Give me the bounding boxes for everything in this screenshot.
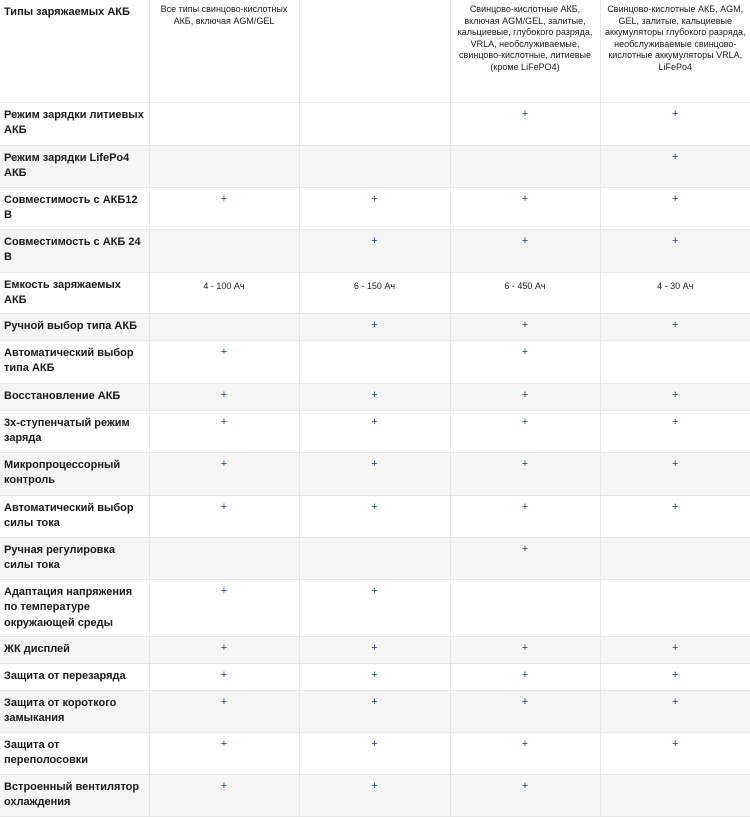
row-label: Встроенный вентилятор охлаждения [0, 775, 149, 817]
empty-cell [299, 145, 450, 187]
feature-check-mark: + [450, 314, 600, 341]
row-label: 3х-ступенчатый режим заряда [0, 411, 149, 453]
feature-check-mark: + [600, 496, 750, 538]
row-label: Восстановление АКБ [0, 384, 149, 411]
table-row [0, 229, 750, 272]
feature-check-mark: + [600, 733, 750, 775]
table-row [0, 691, 750, 733]
empty-cell [600, 775, 750, 817]
row-label: Режим зарядки литиевых АКБ [0, 102, 149, 145]
empty-cell [299, 102, 450, 145]
column-header-1: Все типы свинцово-кислотных АКБ, включая AGM/GEL [149, 0, 299, 102]
table-row [0, 384, 750, 411]
feature-check-mark: + [149, 496, 299, 538]
feature-check-mark: + [299, 496, 450, 538]
feature-check-mark: + [450, 453, 600, 496]
row-label: Микропроцессорный контроль [0, 453, 149, 496]
feature-check-mark: + [149, 637, 299, 664]
feature-check-mark: + [600, 691, 750, 733]
column-header-4: Свинцово-кислотные АКБ, AGM, GEL, залитые, кальциевые аккумуляторы глубокого разряда, необслуживаемые свинцово-кислотные аккумуляторы VRLA, LiFePo4 [600, 0, 750, 102]
feature-check-mark: + [299, 187, 450, 229]
feature-check-mark: + [450, 384, 600, 411]
feature-check-mark: + [149, 664, 299, 691]
feature-check-mark: + [149, 187, 299, 229]
table-row [0, 102, 750, 145]
row-label: Автоматический выбор силы тока [0, 496, 149, 538]
empty-cell [149, 145, 299, 187]
feature-check-mark: + [450, 102, 600, 145]
empty-cell [600, 580, 750, 637]
row-label: Ручная регулировка силы тока [0, 538, 149, 580]
row-label: Совместимость с АКБ12 В [0, 187, 149, 229]
table-row [0, 664, 750, 691]
empty-cell [450, 580, 600, 637]
feature-check-mark: + [149, 580, 299, 637]
table-row [0, 775, 750, 817]
feature-check-mark: + [450, 775, 600, 817]
feature-check-mark: + [299, 637, 450, 664]
table-row [0, 187, 750, 229]
table-row [0, 314, 750, 341]
feature-check-mark: + [299, 314, 450, 341]
empty-cell [600, 538, 750, 580]
feature-check-mark: + [600, 145, 750, 187]
column-header-3: Свинцово-кислотные АКБ, включая AGM/GEL, залитые, кальциевые, глубокого разряда, VRLA, необслуживаемые, свинцово-кислотные, литиевые (кроме LiFePO4) [450, 0, 600, 102]
row-label: Защита от переполосовки [0, 733, 149, 775]
empty-cell [149, 538, 299, 580]
table-row [0, 496, 750, 538]
feature-check-mark: + [450, 664, 600, 691]
feature-check-mark: + [600, 637, 750, 664]
feature-check-mark: + [600, 187, 750, 229]
row-label: Защита от короткого замыкания [0, 691, 149, 733]
capacity-value: 4 - 30 Ач [600, 272, 750, 314]
corner-label: Типы заряжаемых АКБ [0, 0, 149, 102]
capacity-value: 6 - 450 Ач [450, 272, 600, 314]
feature-check-mark: + [450, 411, 600, 453]
feature-check-mark: + [299, 453, 450, 496]
row-label: Ручной выбор типа АКБ [0, 314, 149, 341]
feature-check-mark: + [450, 496, 600, 538]
feature-check-mark: + [450, 637, 600, 664]
feature-check-mark: + [299, 580, 450, 637]
feature-check-mark: + [600, 229, 750, 272]
row-label: Емкость заряжаемых АКБ [0, 272, 149, 314]
header-row [0, 0, 750, 102]
row-label: ЖК дисплей [0, 637, 149, 664]
feature-check-mark: + [450, 691, 600, 733]
feature-check-mark: + [600, 453, 750, 496]
feature-check-mark: + [600, 384, 750, 411]
feature-check-mark: + [600, 664, 750, 691]
table-row [0, 580, 750, 637]
feature-check-mark: + [600, 102, 750, 145]
row-label: Режим зарядки LifePo4 АКБ [0, 145, 149, 187]
feature-check-mark: + [149, 691, 299, 733]
feature-check-mark: + [299, 384, 450, 411]
feature-check-mark: + [149, 775, 299, 817]
empty-cell [299, 538, 450, 580]
feature-check-mark: + [299, 691, 450, 733]
row-label: Автоматический выбор типа АКБ [0, 341, 149, 384]
feature-check-mark: + [149, 411, 299, 453]
feature-check-mark: + [600, 314, 750, 341]
empty-cell [299, 341, 450, 384]
table-row [0, 637, 750, 664]
row-label: Совместимость с АКБ 24 В [0, 229, 149, 272]
feature-check-mark: + [450, 229, 600, 272]
feature-check-mark: + [149, 384, 299, 411]
feature-check-mark: + [450, 187, 600, 229]
feature-check-mark: + [299, 775, 450, 817]
feature-check-mark: + [299, 229, 450, 272]
feature-check-mark: + [299, 664, 450, 691]
empty-cell [450, 145, 600, 187]
feature-check-mark: + [450, 538, 600, 580]
feature-check-mark: + [299, 733, 450, 775]
capacity-value: 4 - 100 Ач [149, 272, 299, 314]
feature-check-mark: + [450, 341, 600, 384]
row-label: Защита от перезаряда [0, 664, 149, 691]
feature-check-mark: + [299, 411, 450, 453]
column-header-2 [299, 0, 450, 102]
table-row [0, 341, 750, 384]
empty-cell [149, 102, 299, 145]
feature-check-mark: + [149, 453, 299, 496]
empty-cell [149, 229, 299, 272]
table-row [0, 145, 750, 187]
row-label: Адаптация напряжения по температуре окружающей среды [0, 580, 149, 637]
capacity-value: 6 - 150 Ач [299, 272, 450, 314]
feature-check-mark: + [149, 733, 299, 775]
feature-check-mark: + [149, 341, 299, 384]
empty-cell [149, 314, 299, 341]
empty-cell [600, 341, 750, 384]
feature-check-mark: + [600, 411, 750, 453]
table-row [0, 411, 750, 453]
table-row [0, 733, 750, 775]
table-row [0, 272, 750, 314]
table-row [0, 453, 750, 496]
feature-check-mark: + [450, 733, 600, 775]
table-row [0, 538, 750, 580]
